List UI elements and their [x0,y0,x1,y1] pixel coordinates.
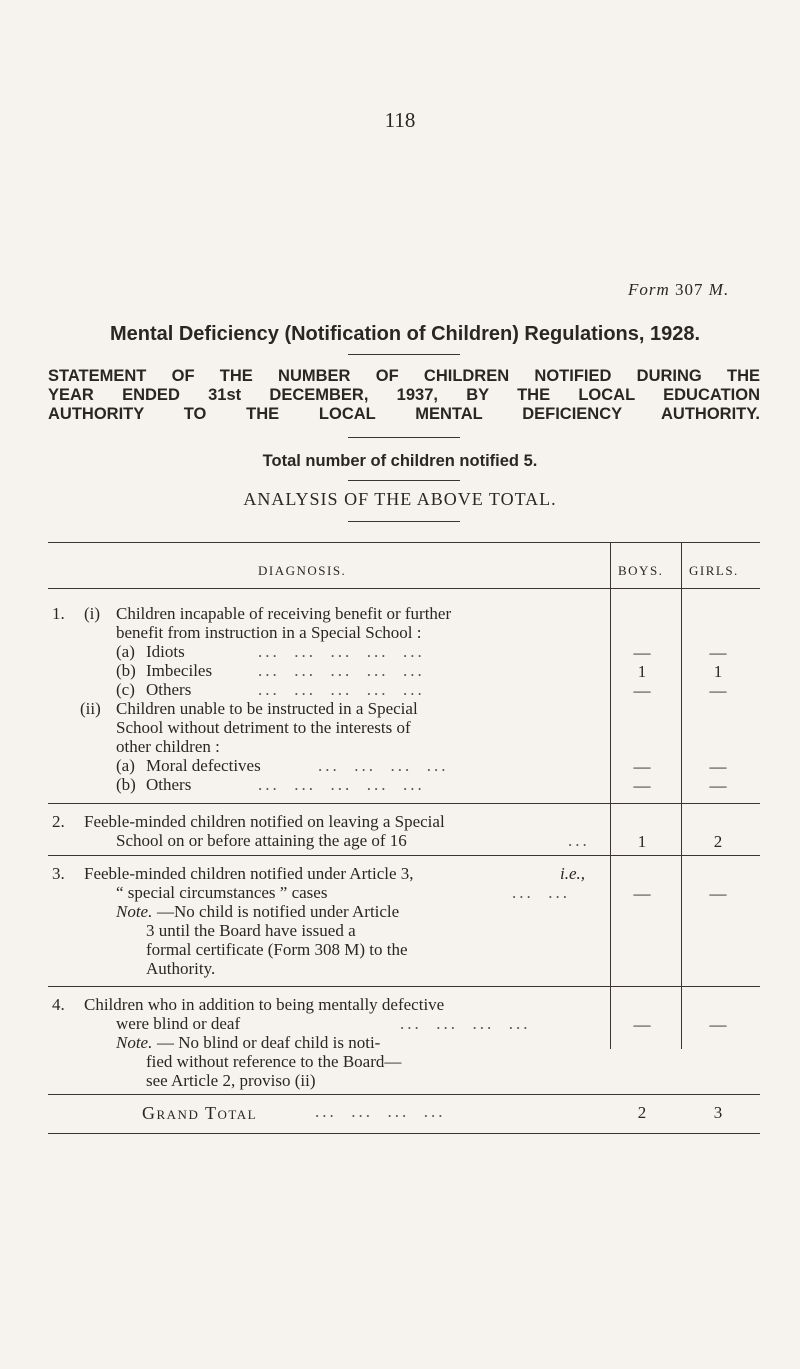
row-text: other children : [116,737,220,756]
row-text: benefit from instruction in a Special School : [116,623,422,642]
section-rule [48,1094,760,1095]
leader-dots: ... ... ... ... ... [258,642,425,661]
table-top-rule [48,542,760,543]
divider [348,480,460,481]
boys-value: 1 [637,832,647,851]
girls-value: — [709,757,727,776]
divider [348,354,460,355]
statement-heading [48,367,760,424]
girls-value: 1 [713,662,723,681]
boys-value: — [633,1015,651,1034]
note-text: see Article 2, proviso (ii) [146,1071,316,1090]
row-text: Moral defectives [146,756,261,775]
statement-line: AUTHORITY TO THE LOCAL MENTAL DEFICIENCY AUTHORITY. [48,405,760,423]
section-rule [48,803,760,804]
row-label: (a) [116,756,135,775]
girls-value: — [709,681,727,700]
note-label: Note. [116,1033,153,1052]
boys-value: — [633,757,651,776]
row-label: (b) [116,775,136,794]
grand-total-girls: 3 [713,1103,723,1122]
row-text: Others [146,680,192,699]
form-number: 307 [675,280,704,299]
note-text: 3 until the Board have issued a [146,921,356,940]
page-number: 118 [384,108,416,132]
row-number: 2. [52,812,65,831]
document-title: Mental Deficiency (Notification of Children) Regulations, 1928. [109,323,701,345]
statement-line: STATEMENT OF THE NUMBER OF CHILDREN NOTIFIED DURING THE [48,367,760,385]
row-text: Imbeciles [146,661,213,680]
row-label: (i) [84,604,101,623]
note-label: Note. [116,902,153,921]
row-number: 1. [52,604,65,623]
row-label: (ii) [80,699,101,718]
leader-dots: ... ... ... ... [318,756,449,775]
row-text: Feeble-minded children notified under Article 3, [84,864,414,883]
girls-value: — [709,776,727,795]
row-label: (b) [116,661,136,680]
form-prefix: Form [628,280,670,299]
row-text: Children unable to be instructed in a Special [116,699,418,718]
row-text-italic: i.e., [560,864,586,883]
form-suffix: M. [708,280,730,299]
row-text: School on or before attaining the age of 16 [116,831,407,850]
row-label: (c) [116,680,135,699]
leader-dots: ... ... ... ... [400,1014,531,1033]
column-divider [610,542,611,1049]
row-text: Children who in addition to being mentally defective [84,995,445,1014]
row-number: 4. [52,995,65,1014]
leader-dots: ... ... [512,883,570,902]
header-diagnosis: DIAGNOSIS. [258,563,347,578]
table-bottom-rule [48,1133,760,1134]
grand-total-label: Grand Total [142,1103,258,1123]
note-text: —No child is notified under Article [157,902,400,921]
row-text: School without detriment to the interests of [116,718,411,737]
row-text: Children incapable of receiving benefit or further [116,604,452,623]
leader-dots: ... ... ... ... [315,1102,446,1121]
row-text: were blind or deaf [116,1014,241,1033]
divider [348,521,460,522]
girls-value: — [709,643,727,662]
girls-value: 2 [713,832,723,851]
row-text: Idiots [146,642,185,661]
grand-total-boys: 2 [637,1103,647,1122]
table-header-rule [48,588,760,589]
note-text: formal certificate (Form 308 M) to the [146,940,408,959]
divider [348,437,460,438]
leader-dots: ... ... ... ... ... [258,775,425,794]
row-text: “ special circumstances ” cases [116,883,328,902]
section-rule [48,986,760,987]
girls-value: — [709,884,727,903]
note-text: — No blind or deaf child is noti- [157,1033,381,1052]
header-boys: BOYS. [618,563,664,578]
girls-value: — [709,1015,727,1034]
row-label: (a) [116,642,135,661]
leader-dots: ... [568,831,590,850]
header-girls: GIRLS. [689,563,739,578]
column-divider [681,542,682,1049]
note-text: fied without reference to the Board— [146,1052,402,1071]
leader-dots: ... ... ... ... ... [258,680,425,699]
row-text: Feeble-minded children notified on leaving a Special [84,812,445,831]
leader-dots: ... ... ... ... ... [258,661,425,680]
row-text: Others [146,775,192,794]
boys-value: — [633,884,651,903]
row-number: 3. [52,864,65,883]
section-rule [48,855,760,856]
boys-value: 1 [637,662,647,681]
boys-value: — [633,681,651,700]
note-text: Authority. [146,959,216,978]
statement-line: YEAR ENDED 31st DECEMBER, 1937, BY THE LOCAL EDUCATION [48,386,760,404]
boys-value: — [633,776,651,795]
boys-value: — [633,643,651,662]
total-notified: Total number of children notified 5. [262,452,538,470]
analysis-heading: ANALYSIS OF THE ABOVE TOTAL. [243,489,557,509]
form-reference [628,280,729,300]
